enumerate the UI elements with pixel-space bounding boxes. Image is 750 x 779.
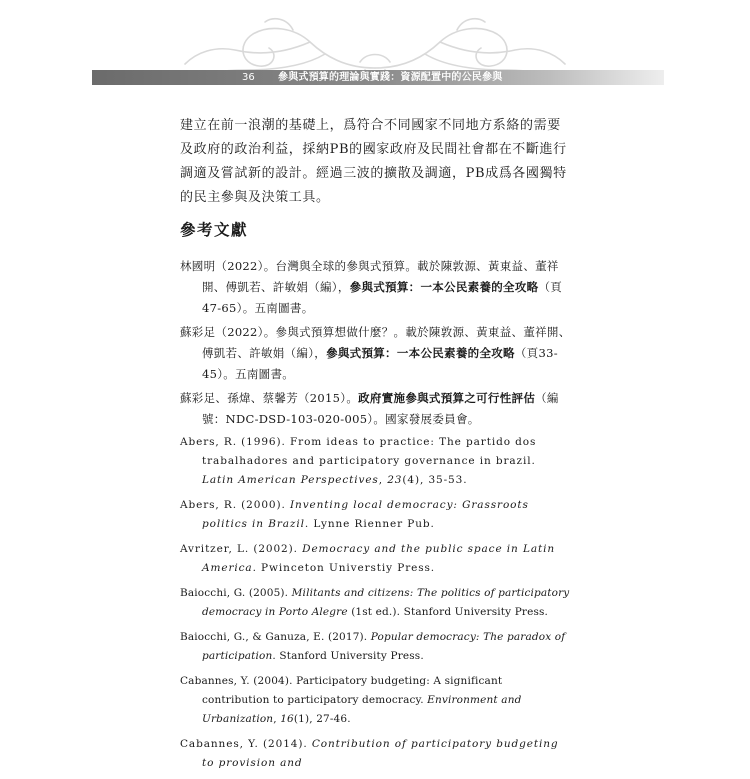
reference-entry: 蘇彩足（2022）。參與式預算想做什麼？。載於陳敦源、黃東益、董祥開、傅凱若、許敏娟（編），參與式預算：一本公民素養的全攻略（頁33-45）。五南圖書。 <box>180 325 571 381</box>
reference-entry: Abers, R. (1996). From ideas to practice: The partido dos trabalhadores and participatory governance in brazil. Latin American Perspectives, 23(4), 35-53. <box>180 436 537 486</box>
reference-entry: Avritzer, L. (2002). Democracy and the public space in Latin America. Pwinceton Universtiy Press. <box>180 543 556 574</box>
reference-entry: Abers, R. (2000). Inventing local democracy: Grassroots politics in Brazil. Lynne Rienner Pub. <box>180 499 529 530</box>
reference-title: Popular democracy: The paradox of participation <box>202 631 566 662</box>
reference-entry: 蘇彩足、孫煒、蔡馨芳（2015）。政府實施參與式預算之可行性評估（編號：NDC-DSD-103-020-005）。國家發展委員會。 <box>180 391 559 426</box>
running-header-band <box>92 70 664 85</box>
page-number: 36 <box>242 72 255 83</box>
references-heading: 參考文獻 <box>180 220 249 239</box>
reference-title: 參與式預算：一本公民素養的全攻略 <box>349 280 539 294</box>
reference-journal: Environment and Urbanization <box>202 694 522 725</box>
reference-volume: 23 <box>387 474 403 486</box>
reference-entry: 林國明（2022）。台灣與全球的參與式預算。載於陳敦源、黃東益、董祥開、傅凱若、許敏娟（編），參與式預算：一本公民素養的全攻略（頁47-65）。五南圖書。 <box>180 259 563 315</box>
reference-journal: Latin American Perspectives <box>202 474 379 486</box>
reference-title: Contribution of participatory budgeting to provision and <box>202 738 559 769</box>
reference-title: Militants and citizens: The politics of participatory democracy in Porto Alegre <box>202 587 570 618</box>
reference-list <box>180 256 572 779</box>
reference-title: 政府實施參與式預算之可行性評估 <box>358 391 536 405</box>
reference-entry: Baiocchi, G., & Ganuza, E. (2017). Popular democracy: The paradox of participation. Stanford University Press. <box>180 631 566 662</box>
reference-entry: Cabannes, Y. (2004). Participatory budgeting: A significant contribution to participatory democracy. Environment and Urbanization, 16(1), 27-46. <box>180 675 522 725</box>
running-title: 參與式預算的理論與實踐：資源配置中的公民參與 <box>278 72 503 83</box>
reference-title: Inventing local democracy: Grassroots politics in Brazil <box>202 499 529 530</box>
reference-volume: 16 <box>280 713 294 725</box>
reference-title: 參與式預算：一本公民素養的全攻略 <box>326 346 515 360</box>
body-paragraph: 建立在前一浪潮的基礎上，爲符合不同國家不同地方系絡的需要及政府的政治利益，採納PB的國家政府及民間社會都在不斷進行調適及嘗試新的設計。經過三波的擴散及調適，PB成爲各國獨特的民主參與及決策工具。 <box>180 118 567 205</box>
reference-entry: Baiocchi, G. (2005). Militants and citizens: The politics of participatory democracy in Porto Alegre (1st ed.). Stanford University Press. <box>180 587 570 618</box>
reference-title: Democracy and the public space in Latin America <box>202 543 556 574</box>
reference-entry: Cabannes, Y. (2014). Contribution of participatory budgeting to provision and <box>180 738 559 769</box>
